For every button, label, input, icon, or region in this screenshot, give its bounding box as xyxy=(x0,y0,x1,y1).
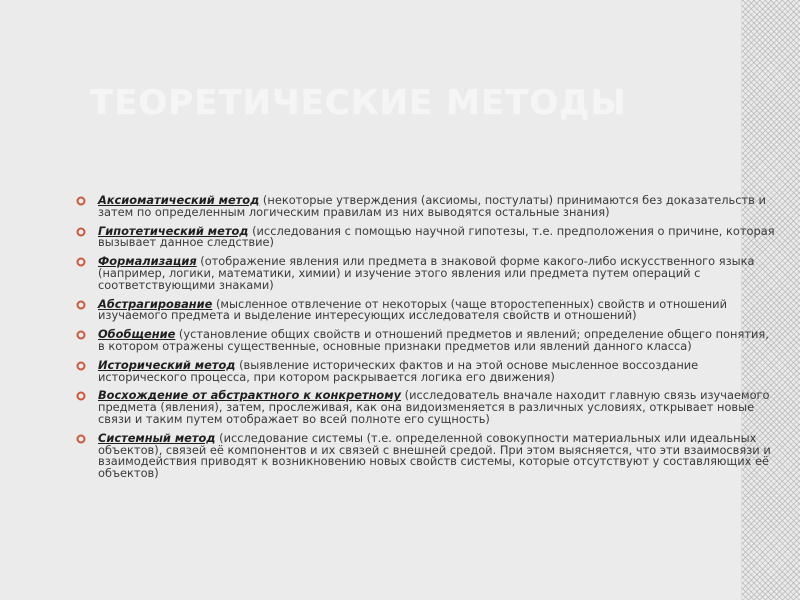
ring-bullet-icon xyxy=(76,257,86,267)
method-term: Обобщение xyxy=(98,327,176,342)
ring-bullet-icon xyxy=(76,391,86,401)
method-term: Исторический метод xyxy=(98,357,236,372)
method-description: (мысленное отвлечение от некоторых (чаще второстепенных) свойств и отношений изучаемого предмета и выделение интересующих исследователя свойств и отношений) xyxy=(98,296,727,323)
ring-bullet-icon xyxy=(76,300,86,310)
method-term: Восхождение от абстрактного к конкретному xyxy=(98,388,401,403)
slide-title: ТЕОРЕТИЧЕСКИЕ МЕТОДЫ xyxy=(90,83,627,123)
list-item xyxy=(76,195,776,219)
method-description: (установление общих свойств и отношений предметов и явлений; определение общего понятия, в котором отражены существенные, основные признаки предметов или явлений данного класса) xyxy=(98,327,769,353)
list-item xyxy=(76,296,776,323)
ring-bullet-icon xyxy=(76,330,86,340)
list-item xyxy=(76,256,776,291)
method-term: Аксиоматический метод xyxy=(98,193,260,207)
method-term: Гипотетический метод xyxy=(98,223,249,238)
list-item xyxy=(76,223,776,250)
list-item xyxy=(76,430,776,481)
method-description: (исследование системы (т.е. определенной совокупности материальных или идеальных объектов), связей её компонентов и их связей с внешней средой. При этом выясняется, что эти взаимосвязи и взаимодействия приводят к возникновению новых свойств системы, которые отсутствуют у составляющих её объектов) xyxy=(98,430,771,481)
ring-bullet-icon xyxy=(76,227,86,237)
list-item xyxy=(76,390,776,425)
ring-bullet-icon xyxy=(76,434,86,444)
method-description: (исследователь вначале находит главную связь изучаемого предмета (явления), затем, прослеживая, как она видоизменяется в различных условиях, открывает новые связи и таким путем отображает во всей полноте его сущность) xyxy=(98,388,770,426)
method-term: Абстрагирование xyxy=(98,296,213,311)
method-description: (некоторые утверждения (аксиомы, постулаты) принимаются без доказательств и затем по определенным логическим правилам из них выводятся остальные знания) xyxy=(98,193,766,219)
list-item xyxy=(76,329,776,353)
list-item xyxy=(76,357,776,384)
ring-bullet-icon xyxy=(76,196,86,206)
method-term: Формализация xyxy=(98,254,197,269)
method-description: (отображение явления или предмета в знаковой форме какого-либо искусственного языка (например, логики, математики, химии) и изучение этого явления или предмета путем операций с соответствующими знаками) xyxy=(98,254,755,292)
method-description: (выявление исторических фактов и на этой основе мысленное воссоздание исторического процесса, при котором раскрывается логика его движения) xyxy=(98,357,699,384)
methods-list xyxy=(76,195,776,487)
ring-bullet-icon xyxy=(76,361,86,371)
method-term: Системный метод xyxy=(98,430,216,445)
method-description: (исследования с помощью научной гипотезы, т.е. предположения о причине, которая вызывает данное следствие) xyxy=(98,223,775,250)
